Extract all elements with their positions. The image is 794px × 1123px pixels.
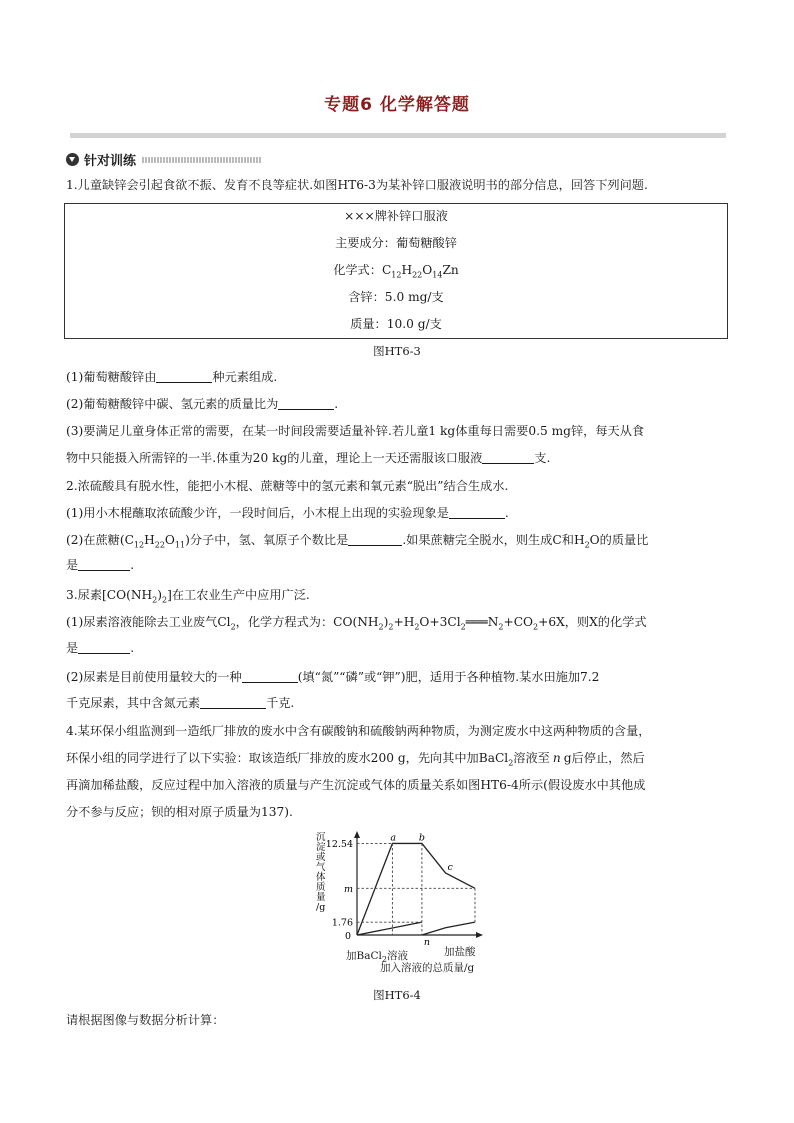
baseline-series-line [357,922,422,935]
chart-ylabel: 沉淀或气 体质量/g [316,832,326,913]
section-divider [142,157,262,163]
section-heading [66,150,262,169]
q1-part2: (2)葡萄糖酸锌中碳、氢元素的质量比为 . [66,397,339,411]
product-zinc: 含锌：5.0 mg/支 [348,290,444,304]
q2-part2-line2: 是 . [66,558,135,572]
q3-stem: 3.尿素$[CO(NH_2)_2]$在工农业生产中应用广泛. [66,588,310,605]
y-tick-label: 12.54 [325,838,353,850]
title-divider [70,133,726,138]
gas-series-line [422,922,475,935]
triangle-down-icon [66,153,79,166]
chart-xlabel: 加入溶液的总质量/g [380,962,475,974]
point-label-c: c [447,861,453,873]
page-title: 专题6 化学解答题 [324,95,470,115]
q3-part1-line2: 是 . [66,641,135,655]
point-label-a: a [390,832,397,844]
q4-line1: 4.某环保小组监测到一造纸厂排放的废水中含有碳酸钠和硫酸钠两种物质，为测定废水中这两种物质的含量， [66,724,651,738]
precipitate-series-line [357,843,475,935]
q4-line3: 再滴加稀盐酸，反应过程中加入溶液的质量与产生沉淀或气体的质量关系如图HT6-4所示(假设废水中其他成 [66,778,646,792]
q3-part1: (1)尿素溶液能除去工业废气$Cl_2$，化学方程式为：$CO(NH_2)_2+H_2O+3Cl_2═══N_2+CO_2+6X$，则X的化学式 [66,615,647,632]
q2-part2: (2)在蔗糖$(C_{12}H_{22}O_{11})$分子中，氢、氧原子个数比是 .如果蔗糖完全脱水，则生成C和$H_2O$的质量比 [66,533,649,550]
chart-xlabel-right: 加盐酸 [444,946,476,958]
q4-line4: 分不参与反应；钡的相对原子质量为137). [66,805,293,819]
answer-blank[interactable] [449,506,505,519]
product-name: ×××牌补锌口服液 [344,209,448,223]
origin-label: 0 [344,931,351,942]
point-label-b: b [418,832,425,844]
figure-caption-ht6-4: 图HT6-4 [373,988,421,1002]
y-tick-label: 1.76 [331,917,353,929]
q3-part2: (2)尿素是目前使用量较大的一种 (填“氮”“磷”或“钾”)肥，适用于各种植物.某水田施加7.2 [66,670,600,684]
answer-blank[interactable] [348,533,402,546]
q1-part1: (1)葡萄糖酸锌由 种元素组成. [66,370,278,384]
product-mass: 质量：10.0 g/支 [350,317,442,331]
q1-stem: 1.儿童缺锌会引起食欲不振、发育不良等症状.如图HT6-3为某补锌口服液说明书的部分信息，回答下列问题. [66,178,648,192]
x-tick-label: n [423,937,431,948]
y-axis-arrow [354,831,360,838]
product-formula: 化学式：$C_{12}H_{22}O_{14}Zn$ [333,263,459,280]
q3-part2-line2: 千克尿素，其中含氮元素 千克. [66,696,295,710]
q4-line2: 环保小组的同学进行了以下实验：取该造纸厂排放的废水200 g，先向其中加BaCl$_2$溶液至 n g后停止，然后 [66,751,645,768]
section-label: 针对训练 [84,154,137,169]
answer-blank[interactable] [200,696,266,709]
x-axis-arrow [476,932,483,938]
answer-blank[interactable] [78,558,130,571]
q1-part3-line2: 物中只能摄入所需锌的一半.体重为20 kg的儿童，理论上一天还需服该口服液 支. [66,451,551,465]
q2-stem: 2.浓硫酸具有脱水性，能把小木棍、蔗糖等中的氢元素和氧元素“脱出”结合生成水. [66,479,509,493]
answer-blank[interactable] [482,451,534,464]
answer-blank[interactable] [242,670,298,683]
answer-blank[interactable] [156,370,212,383]
product-info-box [64,203,728,339]
y-tick-label: m [343,883,353,895]
figure-caption-ht6-3: 图HT6-3 [373,344,421,358]
answer-blank[interactable] [78,641,130,654]
answer-blank[interactable] [278,397,334,410]
q1-part3-line1: (3)要满足儿童身体正常的需要，在某一时间段需要适量补锌.若儿童1 kg体重每日需要0.5 mg锌，每天从食 [66,424,645,438]
q2-part1: (1)用小木棍蘸取浓硫酸少许，一段时间后，小木棍上出现的实验现象是 . [66,506,509,520]
q4-instruction: 请根据图像与数据分析计算： [66,1013,225,1027]
product-ingredient: 主要成分：葡萄糖酸锌 [335,236,457,250]
chart-xlabel-left: 加BaCl$_2$溶液 [346,950,408,965]
